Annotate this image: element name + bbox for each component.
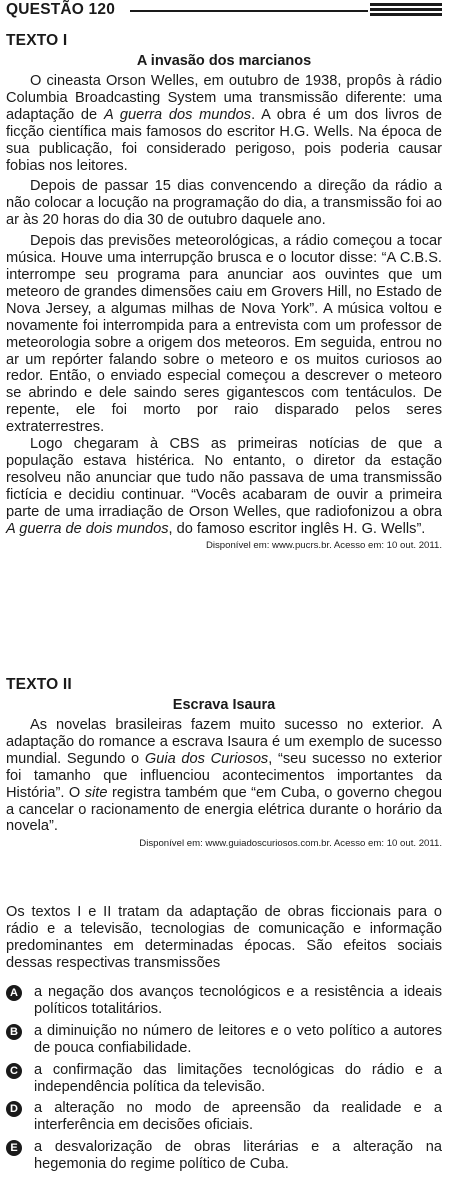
answer-options (6, 984, 442, 1178)
question-prompt (6, 904, 442, 972)
texto-1-source: Disponível em: www.pucrs.br. Acesso em: 10 out. 2011. (205, 540, 442, 552)
option-d[interactable] (6, 1100, 442, 1134)
texto-2 (6, 676, 442, 850)
option-e-badge[interactable]: E (6, 1140, 22, 1156)
texto-1-paragraph-2: Depois de passar 15 dias convencendo a direção da rádio a não colocar a locução na programação do dia, a transmissão foi ao ar às 20 horas do dia 30 de outubro daquele ano. (6, 178, 442, 229)
option-b-text: a diminuição no número de leitores e o veto político a autores de pouca confiabilidade. (34, 1022, 442, 1056)
texto-2-label: TEXTO II (6, 676, 72, 693)
option-e-text: a desvalorização de obras literárias e a alteração na hegemonia do regime político de Cuba. (34, 1139, 442, 1173)
option-b[interactable] (6, 1023, 442, 1057)
option-d-text: a alteração no modo de apreensão da realidade e a interferência em decisões oficiais. (34, 1100, 442, 1134)
texto-1-label: TEXTO I (6, 32, 68, 49)
option-a-badge[interactable]: A (6, 985, 22, 1001)
texto-1-paragraph-3: Depois das previsões meteorológicas, a rádio começou a tocar música. Houve uma interrupção brusca e o locutor disse: “A C.B.S. interrompe seu programa para anunciar aos ouvintes que um meteoro de grandes dimensões caiu em Grovers Hill, no Estado de Nova Jersey, a algumas milhas de Nova York”. A música voltou e novamente foi interrompida para a entrevista com um professor de meteorologia sobre a origem dos meteoros. Em seguida, entrou no ar um repórter falando sobre o meteoro e os muitos curiosos ao redor. Então, o enviado especial começou a descrever o meteoro se abrindo e dele saindo seres gigantescos com tentáculos. De repente, ele foi morto por raio disparado pelos seres extraterrestres. (6, 233, 442, 436)
header-bars (370, 3, 442, 19)
option-c-text: a confirmação das limitações tecnológicas do rádio e a independência política da televisão. (34, 1061, 442, 1095)
texto-1-title: A invasão dos marcianos (136, 53, 312, 69)
question-title: QUESTÃO 120 (6, 1, 116, 18)
texto-2-source: Disponível em: www.guiadoscuriosos.com.br. Acesso em: 10 out. 2011. (139, 838, 442, 850)
option-a[interactable] (6, 984, 442, 1018)
option-d-badge[interactable]: D (6, 1101, 22, 1117)
option-b-badge[interactable]: B (6, 1024, 22, 1040)
option-a-text: a negação dos avanços tecnológicos e a resistência a ideais políticos totalitários. (34, 984, 442, 1017)
option-e[interactable] (6, 1139, 442, 1173)
option-c[interactable] (6, 1062, 442, 1096)
texto-2-paragraph-1: As novelas brasileiras fazem muito sucesso no exterior. A adaptação do romance a escrava Isaura é um exemplo de sucesso mundial. Segundo o Guia dos Curiosos, “seu sucesso no exterior foi tamanho que influenciou acontecimentos importantes da História”. O site registra também que “em Cuba, o governo chegou a cancelar o racionamento de energia elétrica durante o horário da novela”. (6, 717, 442, 835)
texto-2-title: Escrava Isaura (172, 697, 276, 713)
option-c-badge[interactable]: C (6, 1063, 22, 1079)
texto-1-paragraph-1: O cineasta Orson Welles, em outubro de 1938, propôs à rádio Columbia Broadcasting System uma transmissão diferente: uma adaptação de A guerra dos mundos. A obra é um dos livros de ficção científica mais famosos do escritor H.G. Wells. Na época de sua publicação, foi considerado perigoso, pois poderia causar fobias nos leitores. (6, 73, 442, 174)
texto-1 (6, 32, 442, 552)
question-header (4, 0, 452, 22)
texto-1-paragraph-4: Logo chegaram à CBS as primeiras notícias de que a população estava histérica. No entanto, o diretor da estação resolveu não anunciar que tudo não passava de uma transmissão fictícia e decidiu continuar. “Vocês acabaram de ouvir a primeira parte de uma irradiação de Orson Welles, que radiofonizou a obra A guerra de dois mundos, do famoso escritor inglês H. G. Wells”. (6, 436, 442, 537)
header-rule (130, 10, 368, 12)
prompt-text: Os textos I e II tratam da adaptação de obras ficcionais para o rádio e a televisão, tecnologias de comunicação e informação predominantes em determinadas épocas. São efeitos sociais dessas respectivas transmissões (6, 904, 442, 971)
